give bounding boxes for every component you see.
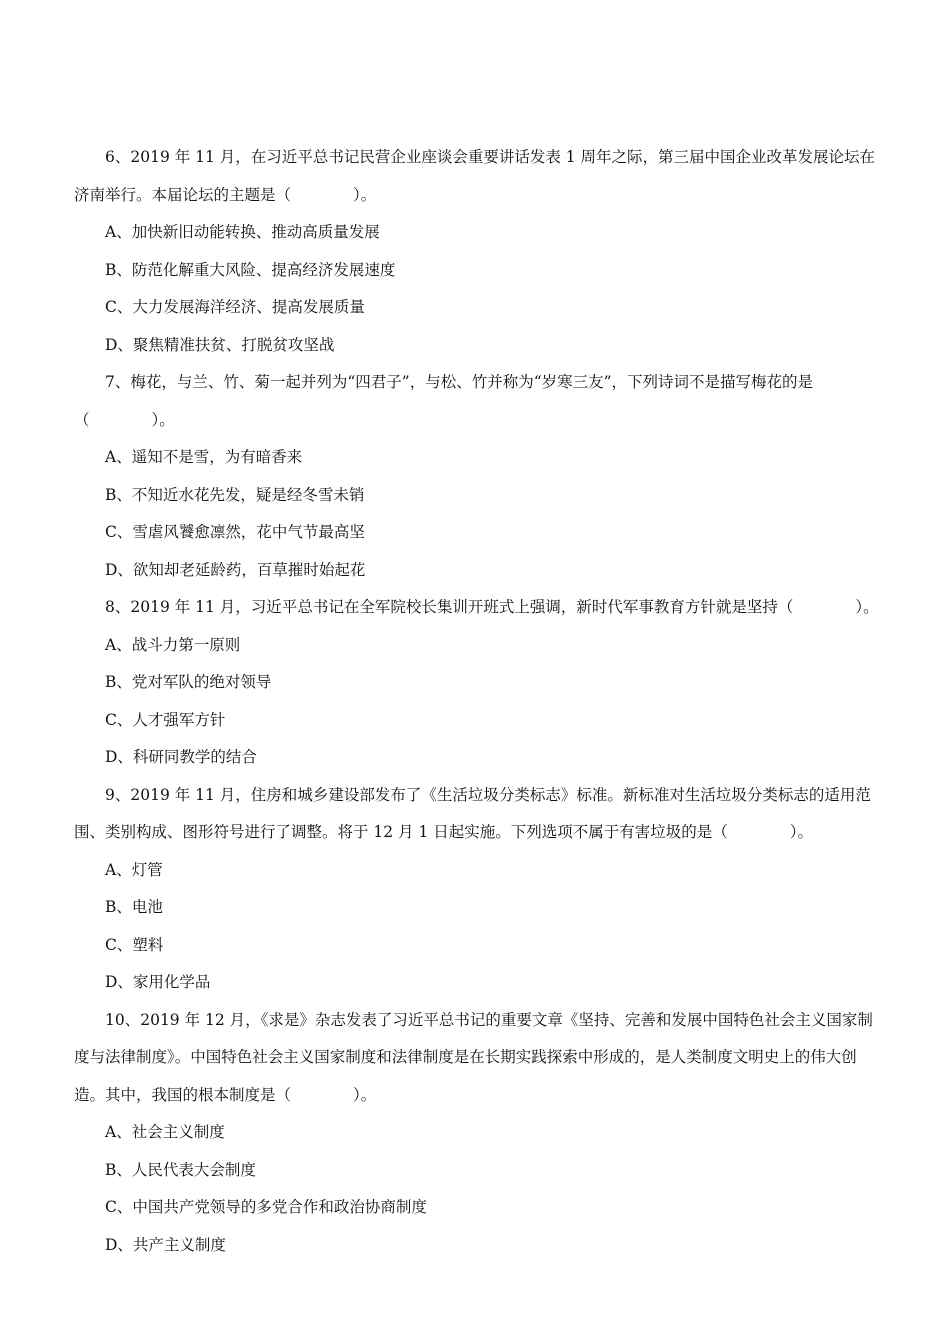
option-c: C、塑料 xyxy=(105,935,164,954)
option-c: C、中国共产党领导的多党合作和政治协商制度 xyxy=(105,1198,427,1216)
question-stem: 7、梅花，与兰、竹、菊一起并列为“四君子”，与松、竹并称为“岁寒三友”，下列诗词不是描写梅花的是（ ）。 xyxy=(74,373,814,429)
option-a: A、遥知不是雪，为有暗香来 xyxy=(105,448,303,466)
question-stem: 6、2019 年 11 月，在习近平总书记民营企业座谈会重要讲话发表 1 周年之际，第三届中国企业改革发展论坛在济南举行。本届论坛的主题是（ ）。 xyxy=(74,148,876,204)
question-8 xyxy=(74,589,886,777)
option-b: B、党对军队的绝对领导 xyxy=(105,673,272,691)
option-b: B、人民代表大会制度 xyxy=(105,1160,256,1179)
option-d: D、欲知却老延龄药，百草摧时始起花 xyxy=(105,560,366,579)
option-c: C、雪虐风饕愈凛然，花中气节最高坚 xyxy=(105,523,365,541)
option-a: A、战斗力第一原则 xyxy=(105,635,241,654)
question-10 xyxy=(74,1002,886,1265)
option-a: A、社会主义制度 xyxy=(105,1123,225,1141)
option-d: D、家用化学品 xyxy=(105,973,211,991)
question-6 xyxy=(74,139,886,364)
question-list xyxy=(74,139,886,1264)
option-c: C、人才强军方针 xyxy=(105,710,226,729)
option-d: D、共产主义制度 xyxy=(105,1235,226,1254)
option-d: D、聚焦精准扶贫、打脱贫攻坚战 xyxy=(105,335,335,354)
question-stem: 10、2019 年 12 月，《求是》杂志发表了习近平总书记的重要文章《坚持、完善和发展中国特色社会主义国家制度与法律制度》。中国特色社会主义国家制度和法律制度是在长期实践探索中形成的，是人类制度文明史上的伟大创造。其中，我国的根本制度是（ ）。 xyxy=(74,1010,873,1104)
option-b: B、不知近水花先发，疑是经冬雪未销 xyxy=(105,485,365,504)
question-7 xyxy=(74,364,886,589)
option-a: A、灯管 xyxy=(105,860,163,879)
option-b: B、防范化解重大风险、提高经济发展速度 xyxy=(105,260,396,279)
option-c: C、大力发展海洋经济、提高发展质量 xyxy=(105,298,365,316)
option-b: B、电池 xyxy=(105,898,163,916)
option-d: D、科研同教学的结合 xyxy=(105,748,257,766)
question-stem: 9、2019 年 11 月，住房和城乡建设部发布了《生活垃圾分类标志》标准。新标准对生活垃圾分类标志的适用范围、类别构成、图形符号进行了调整。将于 12 月 1 日起实施。下列选项不属于有害垃圾的是（ ）。 xyxy=(74,785,871,841)
question-stem: 8、2019 年 11 月，习近平总书记在全军院校长集训开班式上强调，新时代军事教育方针就是坚持（ ）。 xyxy=(105,598,879,616)
question-9 xyxy=(74,777,886,1002)
option-a: A、加快新旧动能转换、推动高质量发展 xyxy=(105,223,380,241)
